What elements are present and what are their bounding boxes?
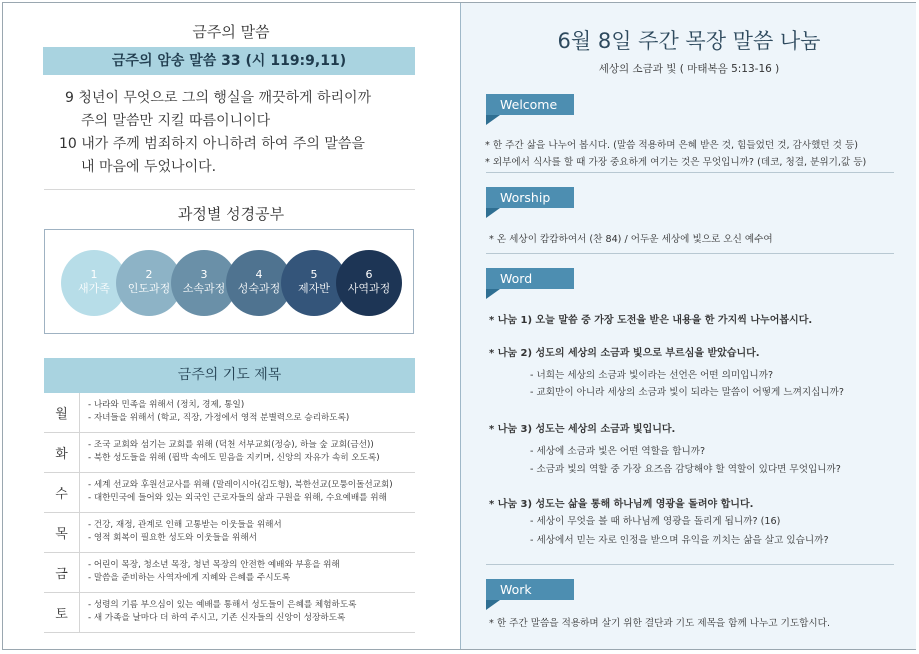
word-tag — [486, 268, 574, 289]
course-step-name: 인도과정 — [127, 282, 171, 295]
prayer-line: - 나라와 민족을 위해서 (정치, 경제, 통일) — [88, 400, 245, 410]
page-title: 6월 8일 주간 목장 말씀 나눔 — [557, 29, 821, 53]
prayer-line: - 성령의 기름 부으심이 있는 예배를 통해서 성도들이 은혜를 체험하도록 — [88, 600, 357, 610]
work-label: Work — [500, 582, 532, 597]
word-subquestion: - 소금과 빛의 역할 중 가장 요즈음 감당해야 할 역할이 있다면 무엇입니까? — [530, 464, 841, 475]
verse-line: 9 청년이 무엇으로 그의 행실을 깨끗하게 하리이까 — [65, 90, 372, 106]
prayer-row — [44, 513, 415, 553]
welcome-label: Welcome — [500, 97, 558, 112]
memory-section-title: 금주의 말씀 — [192, 23, 270, 41]
course-step-number: 4 — [255, 268, 263, 281]
left-page — [3, 3, 459, 649]
prayer-line: - 조국 교회와 섬기는 교회를 위해 (덕천 서부교회(정승), 하늘 숲 교회(금선)) — [88, 440, 374, 450]
course-step-number: 6 — [365, 268, 373, 281]
worship-item: * 온 세상이 캄캄하여서 (찬 84) / 어두운 세상에 빛으로 오신 예수여 — [489, 234, 773, 245]
prayer-section-title: 금주의 기도 제목 — [44, 358, 415, 393]
prayer-line: - 대한민국에 들어와 있는 외국인 근로자들의 삶과 구원을 위해, 수요예배를 위해 — [88, 493, 387, 503]
divider — [44, 189, 415, 190]
worship-tag — [486, 187, 574, 208]
worship-label: Worship — [500, 190, 551, 205]
word-subquestion: - 세상이 무엇을 볼 때 하나님께 영광을 돌리게 됩니까? (16) — [530, 516, 781, 527]
course-step-name: 새가족 — [78, 282, 110, 295]
prayer-row — [44, 593, 415, 633]
bulletin-sheet — [2, 2, 916, 650]
word-question-1: * 나눔 1) 오늘 말씀 중 가장 도전을 받은 내용을 한 가지씩 나누어봅시다. — [489, 315, 813, 326]
word-subquestion: - 너희는 세상의 소금과 빛이라는 선언은 어떤 의미입니까? — [530, 370, 774, 381]
divider — [486, 253, 894, 254]
word-subquestion: - 교회만이 아니라 세상의 소금과 빛이 되라는 말씀이 어떻게 느껴지십니까? — [530, 387, 845, 398]
page-subtitle: 세상의 소금과 빛 ( 마태복음 5:13-16 ) — [598, 63, 780, 75]
prayer-line: - 건강, 재정, 관계로 인해 고통받는 이웃들을 위해서 — [88, 520, 282, 530]
prayer-day: 금 — [44, 553, 80, 592]
word-question-3: * 나눔 3) 성도는 세상의 소금과 빛입니다. — [489, 424, 676, 435]
prayer-line: - 말씀을 준비하는 사역자에게 지혜와 은혜를 주시도록 — [88, 573, 291, 583]
right-page — [460, 3, 916, 649]
prayer-row — [44, 433, 415, 473]
prayer-row — [44, 553, 415, 593]
course-step-number: 3 — [200, 268, 208, 281]
prayer-row — [44, 473, 415, 513]
divider — [486, 564, 894, 565]
course-step-number: 5 — [310, 268, 318, 281]
tag-tail-icon — [486, 208, 500, 218]
memory-verse-header: 금주의 암송 말씀 33 (시 119:9,11) — [43, 47, 415, 75]
tag-tail-icon — [486, 289, 500, 299]
course-section-title: 과정별 성경공부 — [177, 205, 285, 223]
word-subquestion: - 세상에 소금과 빛은 어떤 역할을 합니까? — [530, 446, 706, 457]
work-item: * 한 주간 말씀을 적용하며 살기 위한 결단과 기도 제목을 함께 나누고 기도합시다. — [489, 618, 831, 629]
word-subquestion: - 세상에서 믿는 자로 인정을 받으며 유익을 끼치는 삶을 살고 있습니까? — [530, 535, 829, 546]
prayer-row — [44, 393, 415, 433]
word-question-2: * 나눔 2) 성도의 세상의 소금과 빛으로 부르심을 받았습니다. — [489, 348, 760, 359]
course-step-name: 성숙과정 — [237, 282, 281, 295]
prayer-day: 목 — [44, 513, 80, 552]
prayer-line: - 자녀들을 위해서 (학교, 직장, 가정에서 영적 분별력으로 승리하도록) — [88, 413, 350, 423]
prayer-line: - 북한 성도들을 위해 (핍박 속에도 믿음을 지키며, 신앙의 자유가 속히 오도록) — [88, 453, 380, 463]
welcome-item: * 한 주간 삶을 나누어 봅시다. (말씀 적용하며 은혜 받은 것, 힘들었던 것, 감사했던 것 등) — [485, 140, 859, 151]
course-step-name: 제자반 — [298, 282, 330, 295]
prayer-day: 월 — [44, 393, 80, 432]
tag-tail-icon — [486, 600, 500, 610]
welcome-tag — [486, 94, 574, 115]
course-step-name: 사역과정 — [347, 282, 391, 295]
prayer-line: - 새 가족을 날마다 더 하여 주시고, 기존 신자들의 신앙이 성장하도록 — [88, 613, 346, 623]
tag-tail-icon — [486, 115, 500, 125]
verse-line: 내 마음에 두었나이다. — [81, 159, 217, 175]
course-step-name: 소속과정 — [182, 282, 226, 295]
prayer-line: - 어린이 목장, 청소년 목장, 청년 목장의 안전한 예배와 부흥을 위해 — [88, 560, 340, 570]
work-tag — [486, 579, 574, 600]
prayer-day: 수 — [44, 473, 80, 512]
course-step-6 — [336, 250, 402, 316]
prayer-day: 토 — [44, 593, 80, 632]
course-step-number: 1 — [90, 268, 98, 281]
welcome-item: * 외부에서 식사를 할 때 가장 중요하게 여기는 것은 무엇입니까? (데코, 청결, 분위기,값 등) — [485, 157, 867, 168]
prayer-day: 화 — [44, 433, 80, 472]
word-label: Word — [500, 271, 533, 286]
word-question-4: * 나눔 3) 성도는 삶을 통해 하나님께 영광을 돌려야 합니다. — [489, 499, 754, 510]
divider — [486, 172, 894, 173]
course-diagram — [44, 229, 414, 334]
prayer-line: - 세계 선교와 후원선교사를 위해 (말레이시아(김도형), 북한선교(모퉁이돌선교회) — [88, 480, 393, 490]
verse-line: 10 내가 주께 범죄하지 아니하려 하여 주의 말씀을 — [59, 136, 365, 152]
course-step-number: 2 — [145, 268, 153, 281]
verse-line: 주의 말씀만 지킬 따름이니이다 — [81, 113, 271, 129]
prayer-line: - 영적 회복이 필요한 성도와 이웃들을 위해서 — [88, 533, 257, 543]
